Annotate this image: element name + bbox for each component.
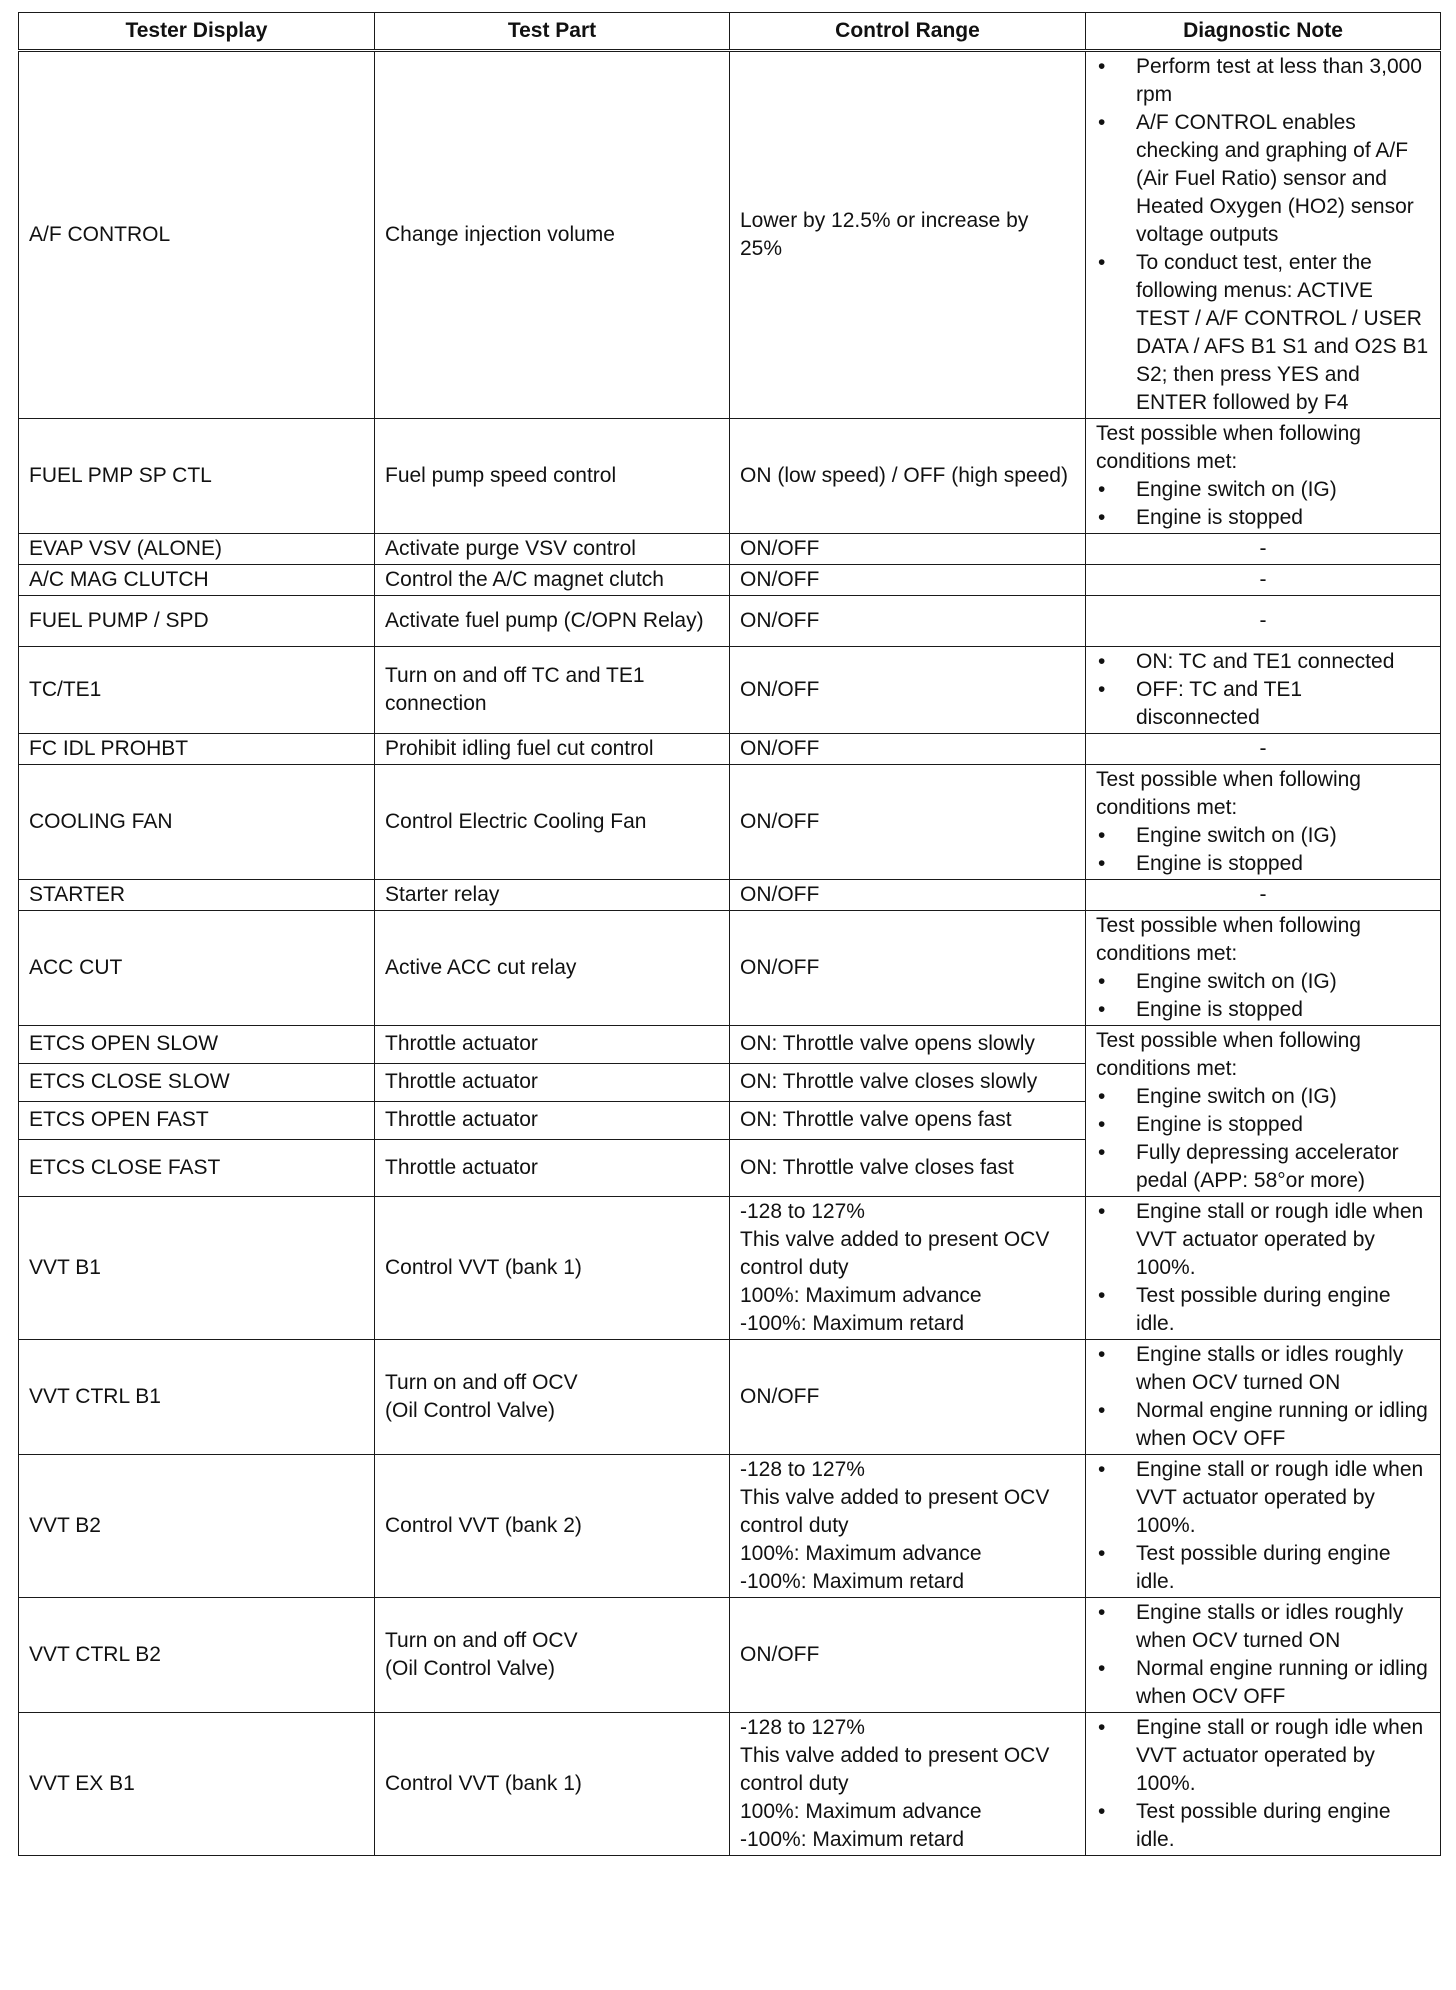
- note-bullet: • Engine is stopped: [1096, 1111, 1430, 1139]
- note-bullet: • Perform test at less than 3,000 rpm: [1096, 53, 1430, 109]
- note-bullet: • Fully depressing accelerator pedal (APP: 58°or more): [1096, 1139, 1430, 1195]
- note-bullet-list: [1096, 1599, 1430, 1711]
- cell-control-range: ON (low speed) / OFF (high speed): [730, 419, 1086, 534]
- cell-control-range: ON: Throttle valve opens slowly: [730, 1026, 1086, 1064]
- cell-diagnostic-note: -: [1086, 596, 1441, 647]
- cell-test-part: Activate fuel pump (C/OPN Relay): [375, 596, 730, 647]
- cell-diagnostic-note: [1086, 765, 1441, 880]
- note-bullet: • Engine switch on (IG): [1096, 476, 1430, 504]
- note-bullet: • Engine is stopped: [1096, 504, 1430, 532]
- cell-test-part: Fuel pump speed control: [375, 419, 730, 534]
- note-bullet: • Test possible during engine idle.: [1096, 1540, 1430, 1596]
- cell-test-part: Starter relay: [375, 880, 730, 911]
- cell-diagnostic-note: [1086, 911, 1441, 1026]
- cell-test-part: Control Electric Cooling Fan: [375, 765, 730, 880]
- cell-test-part: Active ACC cut relay: [375, 911, 730, 1026]
- cell-test-part: Turn on and off TC and TE1 connection: [375, 647, 730, 734]
- note-intro: Test possible when following conditions met:: [1096, 422, 1361, 473]
- cell-control-range: ON/OFF: [730, 534, 1086, 565]
- cell-test-part: Throttle actuator: [375, 1101, 730, 1139]
- note-intro: Test possible when following conditions met:: [1096, 768, 1361, 819]
- cell-test-part: Control VVT (bank 1): [375, 1713, 730, 1856]
- table-row: [19, 419, 1441, 534]
- table-row: [19, 51, 1441, 419]
- cell-tester-display: FUEL PUMP / SPD: [19, 596, 375, 647]
- cell-tester-display: COOLING FAN: [19, 765, 375, 880]
- cell-diagnostic-note: [1086, 1197, 1441, 1340]
- cell-diagnostic-note: [1086, 1340, 1441, 1455]
- note-bullet: • Engine stalls or idles roughly when OCV turned ON: [1096, 1341, 1430, 1397]
- note-bullet: • Engine is stopped: [1096, 850, 1430, 878]
- cell-diagnostic-note: -: [1086, 534, 1441, 565]
- table-row: [19, 1197, 1441, 1340]
- cell-test-part: Control the A/C magnet clutch: [375, 565, 730, 596]
- cell-diagnostic-note: [1086, 1026, 1441, 1197]
- cell-control-range: ON/OFF: [730, 1340, 1086, 1455]
- cell-diagnostic-note: -: [1086, 880, 1441, 911]
- table-row: [19, 534, 1441, 565]
- table-row: [19, 765, 1441, 880]
- header-tester-display: Tester Display: [19, 13, 375, 51]
- cell-test-part: Turn on and off OCV (Oil Control Valve): [375, 1598, 730, 1713]
- header-row: [19, 13, 1441, 51]
- header-test-part: Test Part: [375, 13, 730, 51]
- cell-test-part: Throttle actuator: [375, 1063, 730, 1101]
- cell-tester-display: FC IDL PROHBT: [19, 734, 375, 765]
- note-bullet: • ON: TC and TE1 connected: [1096, 648, 1430, 676]
- note-bullet: • Engine stall or rough idle when VVT actuator operated by 100%.: [1096, 1198, 1430, 1282]
- note-bullet: • Test possible during engine idle.: [1096, 1282, 1430, 1338]
- cell-test-part: Throttle actuator: [375, 1139, 730, 1196]
- cell-control-range: ON/OFF: [730, 765, 1086, 880]
- cell-diagnostic-note: [1086, 1598, 1441, 1713]
- cell-control-range: ON/OFF: [730, 1598, 1086, 1713]
- note-bullet: • Test possible during engine idle.: [1096, 1798, 1430, 1854]
- table-row: [19, 1455, 1441, 1598]
- cell-tester-display: ETCS OPEN FAST: [19, 1101, 375, 1139]
- cell-diagnostic-note: [1086, 1455, 1441, 1598]
- table-row: [19, 734, 1441, 765]
- note-bullet: • Normal engine running or idling when OCV OFF: [1096, 1397, 1430, 1453]
- cell-tester-display: EVAP VSV (ALONE): [19, 534, 375, 565]
- cell-tester-display: VVT EX B1: [19, 1713, 375, 1856]
- cell-test-part: Turn on and off OCV (Oil Control Valve): [375, 1340, 730, 1455]
- note-bullet: • Engine stalls or idles roughly when OCV turned ON: [1096, 1599, 1430, 1655]
- note-bullet: • Engine switch on (IG): [1096, 1083, 1430, 1111]
- cell-control-range: ON/OFF: [730, 911, 1086, 1026]
- cell-tester-display: ACC CUT: [19, 911, 375, 1026]
- note-bullet-list: [1096, 1083, 1430, 1195]
- note-bullet-list: [1096, 1341, 1430, 1453]
- cell-test-part: Control VVT (bank 2): [375, 1455, 730, 1598]
- table-row: [19, 596, 1441, 647]
- cell-control-range: ON: Throttle valve closes fast: [730, 1139, 1086, 1196]
- note-bullet: • Engine switch on (IG): [1096, 968, 1430, 996]
- table-row: [19, 911, 1441, 1026]
- note-bullet: • OFF: TC and TE1 disconnected: [1096, 676, 1430, 732]
- header-diagnostic-note: Diagnostic Note: [1086, 13, 1441, 51]
- cell-control-range: ON: Throttle valve opens fast: [730, 1101, 1086, 1139]
- cell-control-range: -128 to 127% This valve added to present OCV control duty 100%: Maximum advance -100%: Maximum retard: [730, 1713, 1086, 1856]
- cell-tester-display: STARTER: [19, 880, 375, 911]
- cell-tester-display: ETCS CLOSE SLOW: [19, 1063, 375, 1101]
- note-bullet: • To conduct test, enter the following menus: ACTIVE TEST / A/F CONTROL / USER DATA / AFS B1 S1 and O2S B1 S2; then press YES and ENTER followed by F4: [1096, 249, 1430, 417]
- note-bullet: • Engine stall or rough idle when VVT actuator operated by 100%.: [1096, 1714, 1430, 1798]
- cell-control-range: ON/OFF: [730, 596, 1086, 647]
- cell-test-part: Control VVT (bank 1): [375, 1197, 730, 1340]
- table-row: [19, 1026, 1441, 1064]
- cell-control-range: Lower by 12.5% or increase by 25%: [730, 51, 1086, 419]
- cell-control-range: ON/OFF: [730, 880, 1086, 911]
- cell-control-range: -128 to 127% This valve added to present OCV control duty 100%: Maximum advance -100%: Maximum retard: [730, 1455, 1086, 1598]
- table-row: [19, 1340, 1441, 1455]
- cell-tester-display: ETCS CLOSE FAST: [19, 1139, 375, 1196]
- note-bullet: • Engine stall or rough idle when VVT actuator operated by 100%.: [1096, 1456, 1430, 1540]
- cell-control-range: ON: Throttle valve closes slowly: [730, 1063, 1086, 1101]
- note-intro: Test possible when following conditions met:: [1096, 1029, 1361, 1080]
- note-bullet-list: [1096, 968, 1430, 1024]
- cell-tester-display: ETCS OPEN SLOW: [19, 1026, 375, 1064]
- table-row: [19, 1713, 1441, 1856]
- cell-tester-display: VVT B2: [19, 1455, 375, 1598]
- cell-tester-display: TC/TE1: [19, 647, 375, 734]
- note-bullet-list: [1096, 476, 1430, 532]
- note-bullet-list: [1096, 1714, 1430, 1854]
- note-bullet: • Normal engine running or idling when OCV OFF: [1096, 1655, 1430, 1711]
- cell-diagnostic-note: [1086, 51, 1441, 419]
- cell-control-range: ON/OFF: [730, 565, 1086, 596]
- cell-tester-display: FUEL PMP SP CTL: [19, 419, 375, 534]
- cell-test-part: Activate purge VSV control: [375, 534, 730, 565]
- cell-control-range: ON/OFF: [730, 734, 1086, 765]
- table-row: [19, 647, 1441, 734]
- header-control-range: Control Range: [730, 13, 1086, 51]
- cell-test-part: Throttle actuator: [375, 1026, 730, 1064]
- cell-control-range: ON/OFF: [730, 647, 1086, 734]
- note-bullet-list: [1096, 53, 1430, 417]
- table-row: [19, 565, 1441, 596]
- cell-diagnostic-note: -: [1086, 734, 1441, 765]
- cell-control-range: -128 to 127% This valve added to present OCV control duty 100%: Maximum advance -100%: Maximum retard: [730, 1197, 1086, 1340]
- table-row: [19, 1598, 1441, 1713]
- note-bullet: • Engine switch on (IG): [1096, 822, 1430, 850]
- cell-tester-display: A/C MAG CLUTCH: [19, 565, 375, 596]
- note-bullet-list: [1096, 822, 1430, 878]
- note-bullet: • A/F CONTROL enables checking and graphing of A/F (Air Fuel Ratio) sensor and Heated Oxygen (HO2) sensor voltage outputs: [1096, 109, 1430, 249]
- cell-diagnostic-note: [1086, 647, 1441, 734]
- cell-tester-display: VVT B1: [19, 1197, 375, 1340]
- cell-tester-display: VVT CTRL B2: [19, 1598, 375, 1713]
- note-bullet-list: [1096, 1456, 1430, 1596]
- table-row: [19, 880, 1441, 911]
- note-bullet: • Engine is stopped: [1096, 996, 1430, 1024]
- cell-diagnostic-note: [1086, 419, 1441, 534]
- cell-diagnostic-note: -: [1086, 565, 1441, 596]
- cell-tester-display: A/F CONTROL: [19, 51, 375, 419]
- note-bullet-list: [1096, 1198, 1430, 1338]
- cell-tester-display: VVT CTRL B1: [19, 1340, 375, 1455]
- active-test-table: [18, 12, 1441, 1856]
- cell-diagnostic-note: [1086, 1713, 1441, 1856]
- cell-test-part: Change injection volume: [375, 51, 730, 419]
- note-bullet-list: [1096, 648, 1430, 732]
- note-intro: Test possible when following conditions met:: [1096, 914, 1361, 965]
- cell-test-part: Prohibit idling fuel cut control: [375, 734, 730, 765]
